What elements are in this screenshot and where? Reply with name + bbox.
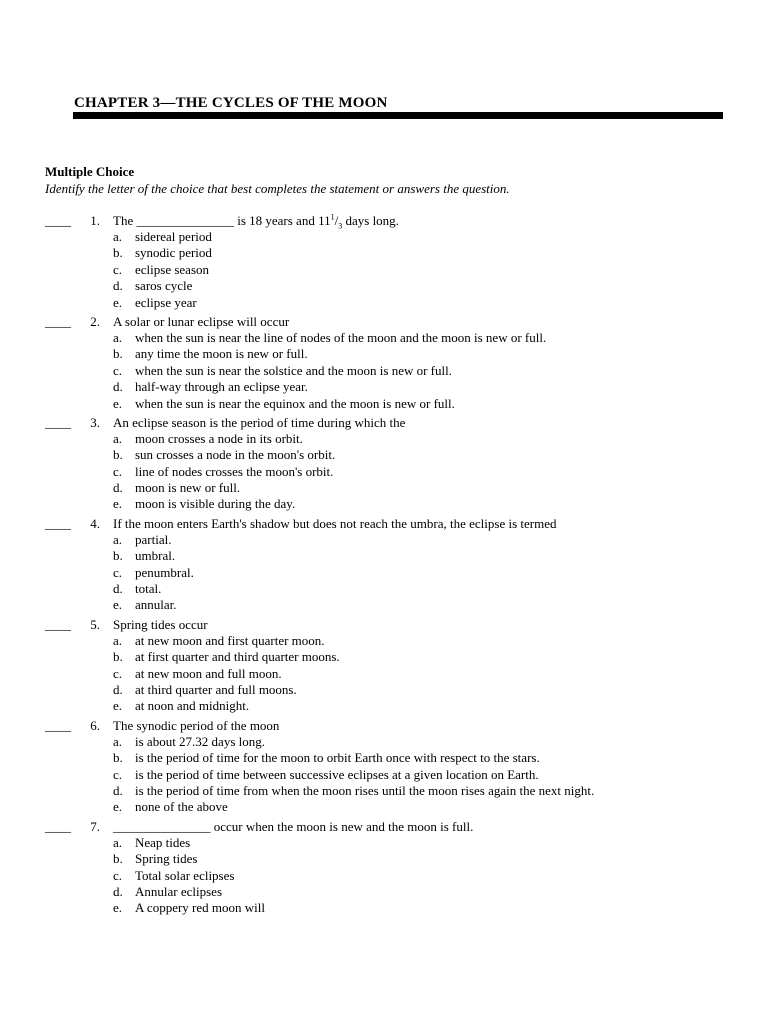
choice-text: at new moon and full moon. [135, 665, 282, 681]
question-stem: An eclipse season is the period of time during which the [113, 414, 406, 430]
answer-choice [0, 835, 768, 851]
answer-choice [0, 565, 768, 581]
choice-text: Spring tides [135, 851, 198, 867]
answer-choice [0, 767, 768, 783]
choice-text: is the period of time from when the moon rises until the moon rises again the next night. [135, 782, 595, 798]
choice-text: at noon and midnight. [135, 698, 250, 714]
section-instructions: Identify the letter of the choice that best completes the statement or answers the question. [45, 181, 510, 196]
question-number: 6. [90, 717, 100, 733]
answer-choice [0, 750, 768, 766]
answer-choice [0, 597, 768, 613]
question-2 [0, 314, 768, 412]
choice-text: when the sun is near the line of nodes of the moon and the moon is new or full. [135, 329, 547, 345]
choice-letter: d. [113, 782, 123, 798]
choice-text: Annular eclipses [135, 883, 223, 899]
question-stem-line [0, 516, 768, 532]
answer-choice [0, 799, 768, 815]
stem-text: days long. [342, 213, 399, 228]
answer-choice [0, 682, 768, 698]
question-stem: The synodic period of the moon [113, 717, 280, 733]
choice-letter: c. [113, 564, 123, 580]
choice-letter: d. [113, 379, 123, 395]
choice-letter: a. [113, 632, 123, 648]
choice-text: is about 27.32 days long. [135, 733, 265, 749]
choice-text: synodic period [135, 245, 212, 261]
choice-letter: a. [113, 229, 123, 244]
choice-text: when the sun is near the solstice and the moon is new or full. [135, 362, 452, 378]
answer-choice [0, 295, 768, 311]
question-4 [0, 516, 768, 614]
answer-choice [0, 633, 768, 649]
choice-text: total. [135, 581, 162, 597]
choice-letter: a. [113, 329, 123, 345]
question-stem-line [0, 819, 768, 835]
choice-text: eclipse season [135, 261, 210, 277]
answer-blank[interactable]: ____ [45, 717, 71, 733]
choice-text: at third quarter and full moons. [135, 681, 297, 697]
choice-text: half-way through an eclipse year. [135, 379, 308, 395]
choice-text: none of the above [135, 799, 228, 815]
choice-text: Neap tides [135, 834, 191, 850]
choice-text: annular. [135, 597, 177, 613]
choice-text: penumbral. [135, 564, 194, 580]
choice-letter: c. [113, 261, 123, 277]
answer-choice [0, 379, 768, 395]
answer-blank[interactable]: ____ [45, 616, 71, 632]
choice-text: partial. [135, 531, 172, 547]
choice-letter: d. [113, 681, 123, 697]
choice-letter: a. [113, 531, 123, 547]
answer-choice [0, 447, 768, 463]
choice-text: at first quarter and third quarter moons. [135, 649, 340, 665]
choice-text: saros cycle [135, 278, 193, 294]
choice-letter: e. [113, 799, 123, 815]
title-rule [73, 112, 723, 119]
question-stem: A solar or lunar eclipse will occur [113, 313, 290, 329]
choice-text: at new moon and first quarter moon. [135, 632, 325, 648]
section-title: Multiple Choice [45, 164, 135, 179]
choice-letter: e. [113, 294, 123, 310]
answer-choice [0, 480, 768, 496]
question-6 [0, 718, 768, 816]
choice-text: moon is new or full. [135, 480, 241, 496]
answer-choice [0, 698, 768, 714]
choice-text: eclipse year [135, 294, 197, 310]
choice-letter: c. [113, 665, 123, 681]
choice-letter: e. [113, 597, 123, 613]
answer-choice [0, 396, 768, 412]
answer-blank[interactable]: ____ [45, 818, 71, 834]
question-7 [0, 819, 768, 917]
question-stem [113, 213, 399, 229]
choice-text: A coppery red moon will [135, 900, 265, 916]
choice-letter: b. [113, 750, 123, 766]
answer-choice [0, 649, 768, 665]
choice-letter: e. [113, 698, 123, 714]
answer-choice [0, 278, 768, 294]
question-number: 4. [90, 515, 100, 531]
choice-letter: b. [113, 447, 123, 463]
answer-blank[interactable]: ____ [45, 515, 71, 531]
answer-choice [0, 548, 768, 564]
choice-text: line of nodes crosses the moon's orbit. [135, 463, 334, 479]
choice-text: sidereal period [135, 229, 212, 244]
question-number: 7. [90, 818, 100, 834]
choice-letter: d. [113, 581, 123, 597]
fraction-numerator: 1 [330, 212, 335, 222]
choice-letter: e. [113, 395, 123, 411]
choice-letter: a. [113, 733, 123, 749]
answer-blank[interactable]: ____ [45, 313, 71, 329]
choice-letter: b. [113, 851, 123, 867]
answer-choice [0, 229, 768, 245]
question-stem-line [0, 617, 768, 633]
choice-letter: d. [113, 480, 123, 496]
choice-text: any time the moon is new or full. [135, 346, 308, 362]
answer-choice [0, 262, 768, 278]
answer-choice [0, 363, 768, 379]
answer-choice [0, 496, 768, 512]
choice-letter: b. [113, 649, 123, 665]
question-stem-line [0, 718, 768, 734]
question-number: 1. [90, 213, 100, 228]
question-list [0, 213, 768, 920]
choice-letter: e. [113, 496, 123, 512]
answer-choice [0, 330, 768, 346]
answer-choice [0, 734, 768, 750]
choice-letter: c. [113, 463, 123, 479]
choice-letter: e. [113, 900, 123, 916]
answer-choice [0, 900, 768, 916]
choice-letter: c. [113, 362, 123, 378]
answer-choice [0, 666, 768, 682]
answer-choice [0, 868, 768, 884]
choice-letter: c. [113, 867, 123, 883]
choice-letter: d. [113, 278, 123, 294]
answer-choice [0, 884, 768, 900]
question-stem-line [0, 314, 768, 330]
answer-choice [0, 532, 768, 548]
answer-choice [0, 851, 768, 867]
answer-choice [0, 431, 768, 447]
choice-text: moon crosses a node in its orbit. [135, 430, 303, 446]
choice-text: when the sun is near the equinox and the moon is new or full. [135, 395, 455, 411]
question-stem-line [0, 415, 768, 431]
choice-letter: a. [113, 834, 123, 850]
choice-text: is the period of time for the moon to orbit Earth once with respect to the stars. [135, 750, 540, 766]
question-stem: If the moon enters Earth's shadow but does not reach the umbra, the eclipse is termed [113, 515, 557, 531]
answer-choice [0, 346, 768, 362]
question-stem: Spring tides occur [113, 616, 208, 632]
answer-blank[interactable]: ____ [45, 213, 71, 228]
choice-text: moon is visible during the day. [135, 496, 296, 512]
question-number: 3. [90, 414, 100, 430]
choice-text: is the period of time between successive eclipses at a given location on Earth. [135, 766, 539, 782]
question-5 [0, 617, 768, 715]
question-number: 2. [90, 313, 100, 329]
answer-choice [0, 245, 768, 261]
choice-letter: b. [113, 548, 123, 564]
choice-letter: b. [113, 346, 123, 362]
choice-text: Total solar eclipses [135, 867, 235, 883]
answer-choice [0, 783, 768, 799]
chapter-title: CHAPTER 3—THE CYCLES OF THE MOON [74, 95, 388, 111]
question-stem: _______________ occur when the moon is new and the moon is full. [113, 818, 474, 834]
choice-text: sun crosses a node in the moon's orbit. [135, 447, 336, 463]
question-stem-line [0, 213, 768, 229]
choice-letter: d. [113, 883, 123, 899]
question-3 [0, 415, 768, 513]
choice-letter: c. [113, 766, 123, 782]
question-1 [0, 213, 768, 311]
choice-letter: a. [113, 430, 123, 446]
choice-text: umbral. [135, 548, 176, 564]
answer-blank[interactable]: ____ [45, 414, 71, 430]
choice-letter: b. [113, 245, 123, 261]
answer-choice [0, 464, 768, 480]
question-number: 5. [90, 616, 100, 632]
answer-choice [0, 581, 768, 597]
fraction-slash: / [334, 213, 339, 228]
stem-text: The _______________ is 18 years and 11 [113, 213, 331, 228]
fraction-denominator: 3 [338, 221, 343, 231]
